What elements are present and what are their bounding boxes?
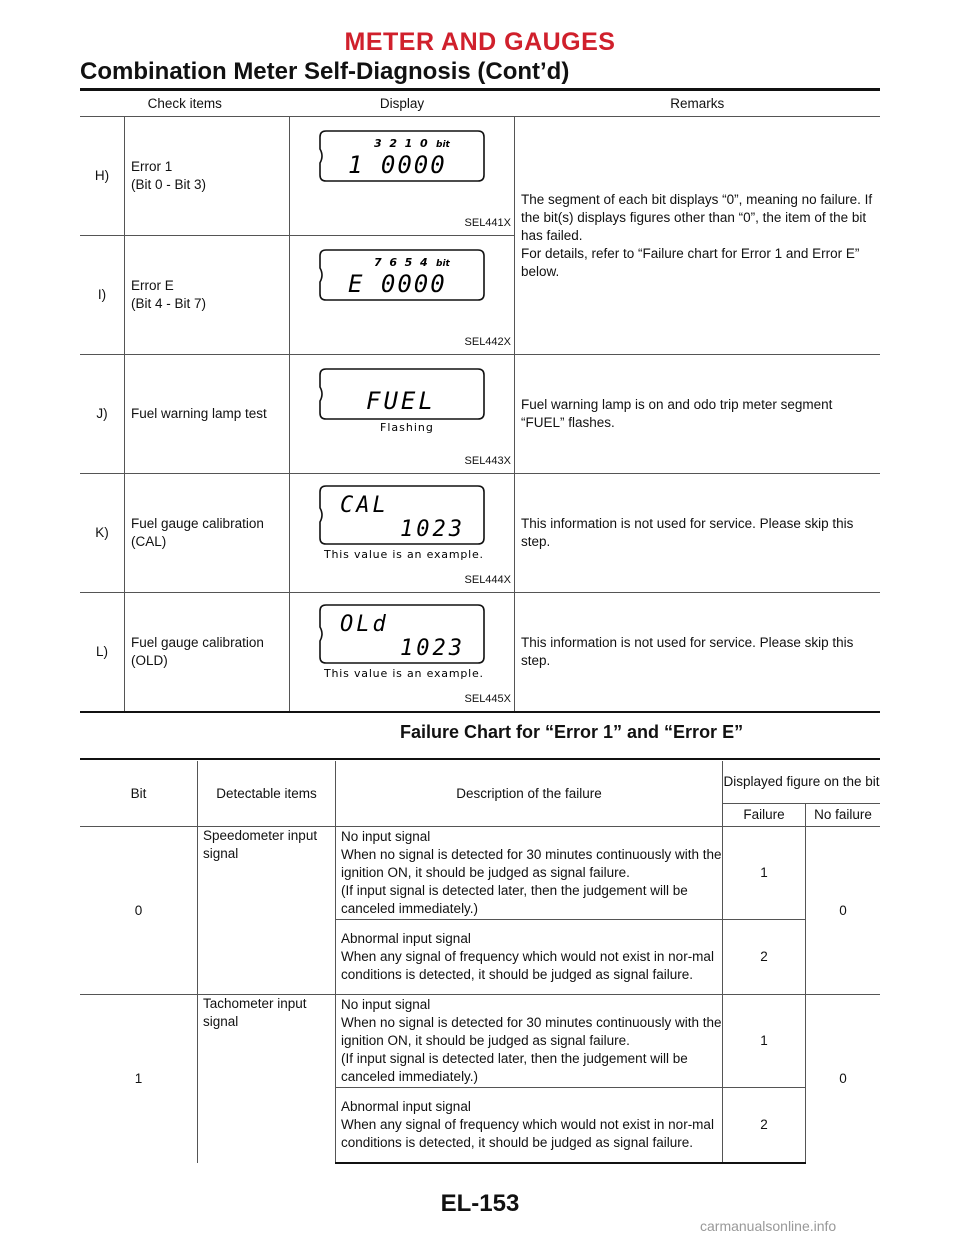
check-row-h [80,117,880,236]
failure-description: No input signal When no signal is detected for 30 minutes continuously with the ignition ON, it should be judged as signal failure. (If input signal is detected later, then the judgement will be canceled immediately.) [336,827,723,920]
check-row-j [80,355,880,474]
display-figure [290,236,515,355]
col-no-failure: No failure [806,804,881,827]
col-remarks: Remarks [670,96,725,111]
lcd-value: 1 0000 [348,151,447,179]
figure-code: SEL442X [464,336,511,348]
page-subtitle: Combination Meter Self-Diagnosis (Cont’d) [80,58,570,85]
lcd-display-icon [318,603,488,681]
lcd-bit-labels: 3 2 1 0 [374,137,428,150]
row-id: H) [80,117,125,236]
display-figure [290,474,515,593]
check-item: Fuel gauge calibration (CAL) [125,474,290,593]
lcd-caption: Flashing [380,421,434,434]
check-item: Fuel gauge calibration (OLD) [125,593,290,713]
failure-header-row [80,761,880,804]
failure-chart-title: Failure Chart for “Error 1” and “Error E” [400,722,744,742]
failure-chart-table [80,761,880,1164]
display-figure [290,593,515,713]
lcd-bit-unit: bit [436,259,450,269]
no-failure-figure: 0 [806,827,881,995]
remark: Fuel warning lamp is on and odo trip meter segment “FUEL” flashes. [515,355,881,474]
col-displayed-figure: Displayed figure on the bit [723,774,880,789]
lcd-display-icon [318,365,488,437]
failure-chart-rule [80,758,880,760]
row-id: K) [80,474,125,593]
lcd-line-1: OLd [340,612,389,637]
check-row-k [80,474,880,593]
lcd-line-1: CAL [340,493,389,518]
section-title: METER AND GAUGES [344,28,616,56]
figure-code: SEL443X [464,455,511,467]
failure-figure: 1 [723,995,806,1088]
lcd-bit-unit: bit [436,140,450,150]
col-description: Description of the failure [336,761,723,827]
no-failure-figure: 0 [806,995,881,1164]
check-table-header [80,92,880,117]
check-items-table [80,92,880,713]
failure-figure: 2 [723,1088,806,1164]
failure-row [80,995,880,1088]
remark: This information is not used for service. Please skip this step. [515,593,881,713]
remark: This information is not used for service. Please skip this step. [515,474,881,593]
display-figure [290,117,515,236]
lcd-caption: This value is an example. [324,667,484,680]
shared-remark: The segment of each bit displays “0”, meaning no failure. If the bit(s) displays figures other than “0”, the item of the bit has failed. For details, refer to “Failure chart for Error 1 and Error E” below. [515,117,881,355]
lcd-value: E 0000 [348,270,447,298]
col-bit: Bit [80,761,198,827]
check-item: Error 1 (Bit 0 - Bit 3) [125,117,290,236]
figure-code: SEL441X [464,217,511,229]
lcd-line-2: 1023 [400,636,465,661]
detectable-item: Tachometer input signal [198,995,336,1164]
lcd-display-icon [318,127,488,189]
failure-description: Abnormal input signal When any signal of frequency which would not exist in nor-mal conditions is detected, it should be judged as signal failure. [336,920,723,995]
lcd-bit-labels: 7 6 5 4 [374,256,428,269]
page-number: EL-153 [440,1190,520,1217]
col-failure: Failure [723,804,806,827]
header-rule [80,88,880,91]
row-id: J) [80,355,125,474]
lcd-line-2: 1023 [400,517,465,542]
col-check-items: Check items [147,96,222,111]
lcd-display-icon [318,484,488,562]
check-row-l [80,593,880,713]
figure-code: SEL444X [464,574,511,586]
bit-value: 0 [80,827,198,995]
lcd-display-icon [318,246,488,308]
failure-figure: 1 [723,827,806,920]
detectable-item: Speedometer input signal [198,827,336,995]
failure-row [80,827,880,920]
col-display: Display [379,96,425,111]
row-id: L) [80,593,125,713]
check-item: Error E (Bit 4 - Bit 7) [125,236,290,355]
failure-description: No input signal When no signal is detected for 30 minutes continuously with the ignition ON, it should be judged as signal failure. (If input signal is detected later, then the judgement will be canceled immediately.) [336,995,723,1088]
failure-description: Abnormal input signal When any signal of frequency which would not exist in nor-mal conditions is detected, it should be judged as signal failure. [336,1088,723,1164]
lcd-caption: This value is an example. [324,548,484,561]
display-figure [290,355,515,474]
watermark: carmanualsonline.info [700,1218,837,1234]
figure-code: SEL445X [464,693,511,705]
col-detectable-items: Detectable items [198,761,336,827]
lcd-value: FUEL [366,387,436,415]
bit-value: 1 [80,995,198,1164]
failure-figure: 2 [723,920,806,995]
check-item: Fuel warning lamp test [125,355,290,474]
row-id: I) [80,236,125,355]
